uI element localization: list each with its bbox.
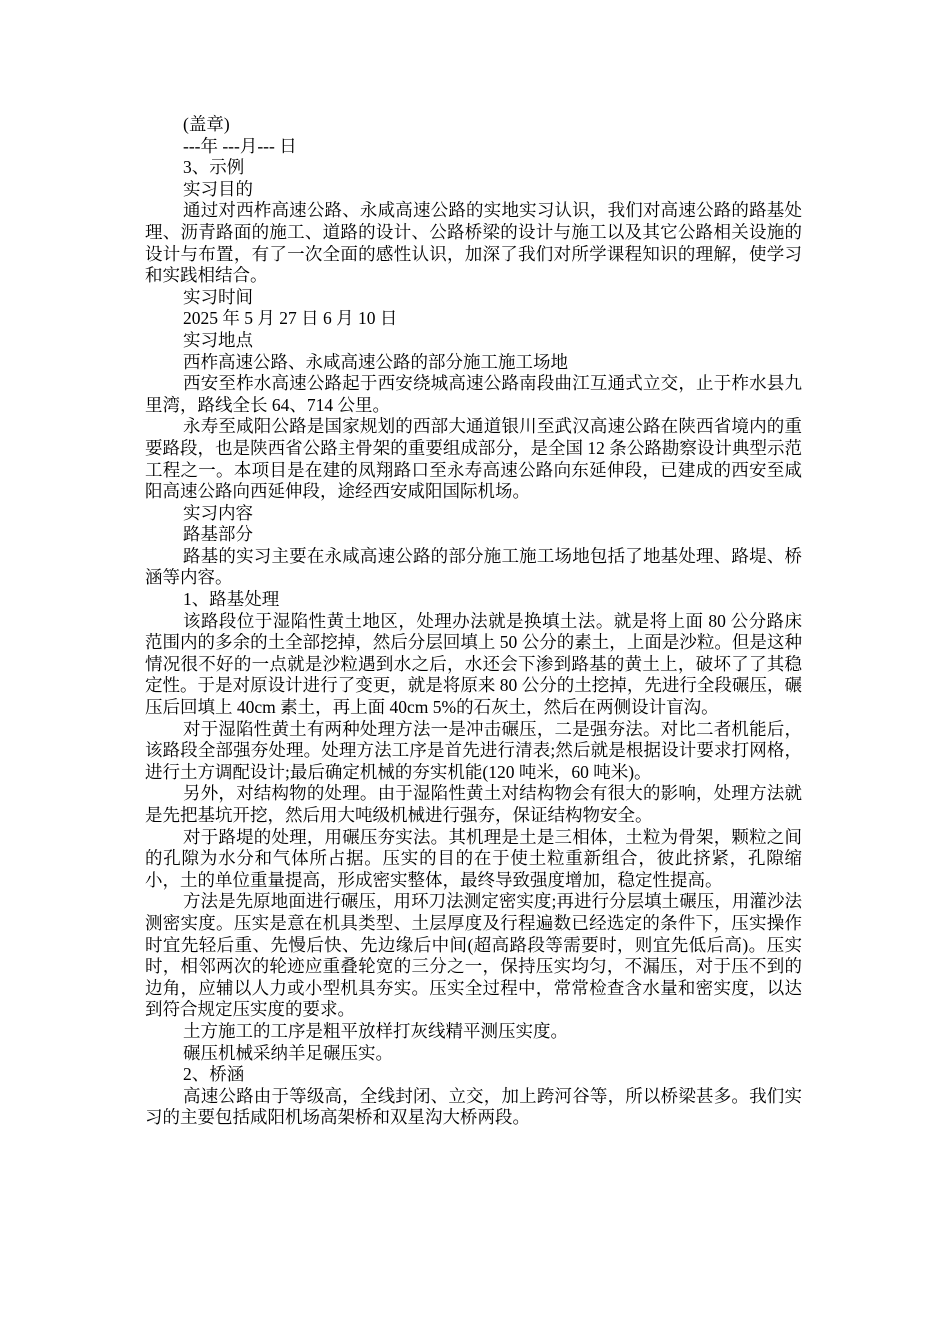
paragraph-xizha-highway: 西安至柞水高速公路起于西安绕城高速公路南段曲江互通式立交，止于柞水县九里湾，路线全长 64、714 公里。 xyxy=(145,373,802,415)
paragraph-yongxian-highway: 永寿至咸阳公路是国家规划的西部大通道银川至武汉高速公路在陕西省境内的重要路段，也是陕西省公路主骨架的重要组成部分，是全国 12 条公路勘察设计典型示范工程之一。本项目是在建的凤翔路口至永寿高速公路向东延伸段，已建成的西安至咸阳高速公路向西延伸段，途经西安咸阳国际机场。 xyxy=(145,416,802,502)
paragraph-purpose: 通过对西柞高速公路、永咸高速公路的实地实习认识，我们对高速公路的路基处理、沥青路面的施工、道路的设计、公路桥梁的设计与施工以及其它公路相关设施的设计与布置，有了一次全面的感性认识，加深了我们对所学课程知识的理解，使学习和实践相结合。 xyxy=(145,200,802,286)
paragraph-bridges: 高速公路由于等级高，全线封闭、立交，加上跨河谷等，所以桥梁甚多。我们实习的主要包括咸阳机场高架桥和双星沟大桥两段。 xyxy=(145,1085,802,1128)
paragraph-soil-replacement: 该路段位于湿陷性黄土地区，处理办法就是换填土法。就是将上面 80 公分路床范围内的多余的土全部挖掉，然后分层回填上 50 公分的素土，上面是沙粒。但是这种情况很不好的一点就是沙粒遇到水之后，水还会下渗到路基的黄土上，破坏了了其稳定性。于是对原设计进行了变更，就是将原来 80 公分的土挖掉，先进行全段碾压，碾压后回填上 40cm 素土，再上面 40cm 5%的石灰土，然后在两侧设计盲沟。 xyxy=(145,610,802,718)
section-heading-example: 3、示例 xyxy=(183,157,245,178)
heading-internship-location: 实习地点 xyxy=(183,329,253,350)
paragraph-embankment-treatment: 对于路堤的处理，用碾压夯实法。其机理是土是三相体，土粒为骨架，颗粒之间的孔隙为水分和气体所占据。压实的目的在于使土粒重新组合，彼此挤紧，孔隙缩小，土的单位重量提高，形成密实整体，最终导致强度增加，稳定性提高。 xyxy=(145,826,802,890)
paragraph-collapsible-loess: 对于湿陷性黄土有两种处理方法一是冲击碾压，二是强夯法。对比二者机能后，该路段全部强夯处理。处理方法工序是首先进行清表;然后就是根据设计要求打网格，进行土方调配设计;最后确定机械的夯实机能(120 吨米，60 吨米)。 xyxy=(145,718,802,782)
heading-subgrade-treatment: 1、路基处理 xyxy=(183,589,280,610)
paragraph-compaction-method: 方法是先原地面进行碾压，用环刀法测定密实度;再进行分层填土碾压，用灌沙法测密实度。压实是意在机具类型、土层厚度及行程遍数已经选定的条件下，压实操作时宜先轻后重、先慢后快、先边缘后中间(超高路段等需要时，则宜先低后高)。压实时，相邻两次的轮迹应重叠轮宽的三分之一，保持压实均匀，不漏压，对于压不到的边角，应辅以人力或小型机具夯实。压实全过程中，常常检查含水量和密实度，以达到符合规定压实度的要求。 xyxy=(145,891,802,1020)
date-placeholder: ---年 ---月--- 日 xyxy=(183,135,297,156)
heading-internship-purpose: 实习目的 xyxy=(183,178,253,199)
internship-location: 西柞高速公路、永咸高速公路的部分施工施工场地 xyxy=(183,351,568,372)
paragraph-structure-treatment: 另外，对结构物的处理。由于湿陷性黄土对结构物会有很大的影响，处理方法就是先把基坑开挖，然后用大吨级机械进行强夯，保证结构物安全。 xyxy=(145,783,802,825)
paragraph-earthwork-process: 土方施工的工序是粗平放样打灰线精平测压实度。 xyxy=(183,1020,568,1041)
heading-subgrade-part: 路基部分 xyxy=(183,524,253,545)
heading-internship-content: 实习内容 xyxy=(183,502,253,523)
paragraph-compaction-machinery: 碾压机械采纳羊足碾压实。 xyxy=(183,1042,393,1063)
heading-bridges-culverts: 2、桥涵 xyxy=(183,1064,245,1085)
heading-internship-time: 实习时间 xyxy=(183,286,253,307)
document-page xyxy=(145,114,802,1129)
paragraph-subgrade-intro: 路基的实习主要在永咸高速公路的部分施工施工场地包括了地基处理、路堤、桥涵等内容。 xyxy=(145,545,802,588)
internship-dates: 2025 年 5 月 27 日 6 月 10 日 xyxy=(183,308,398,329)
seal-placeholder: (盖章) xyxy=(183,114,230,134)
